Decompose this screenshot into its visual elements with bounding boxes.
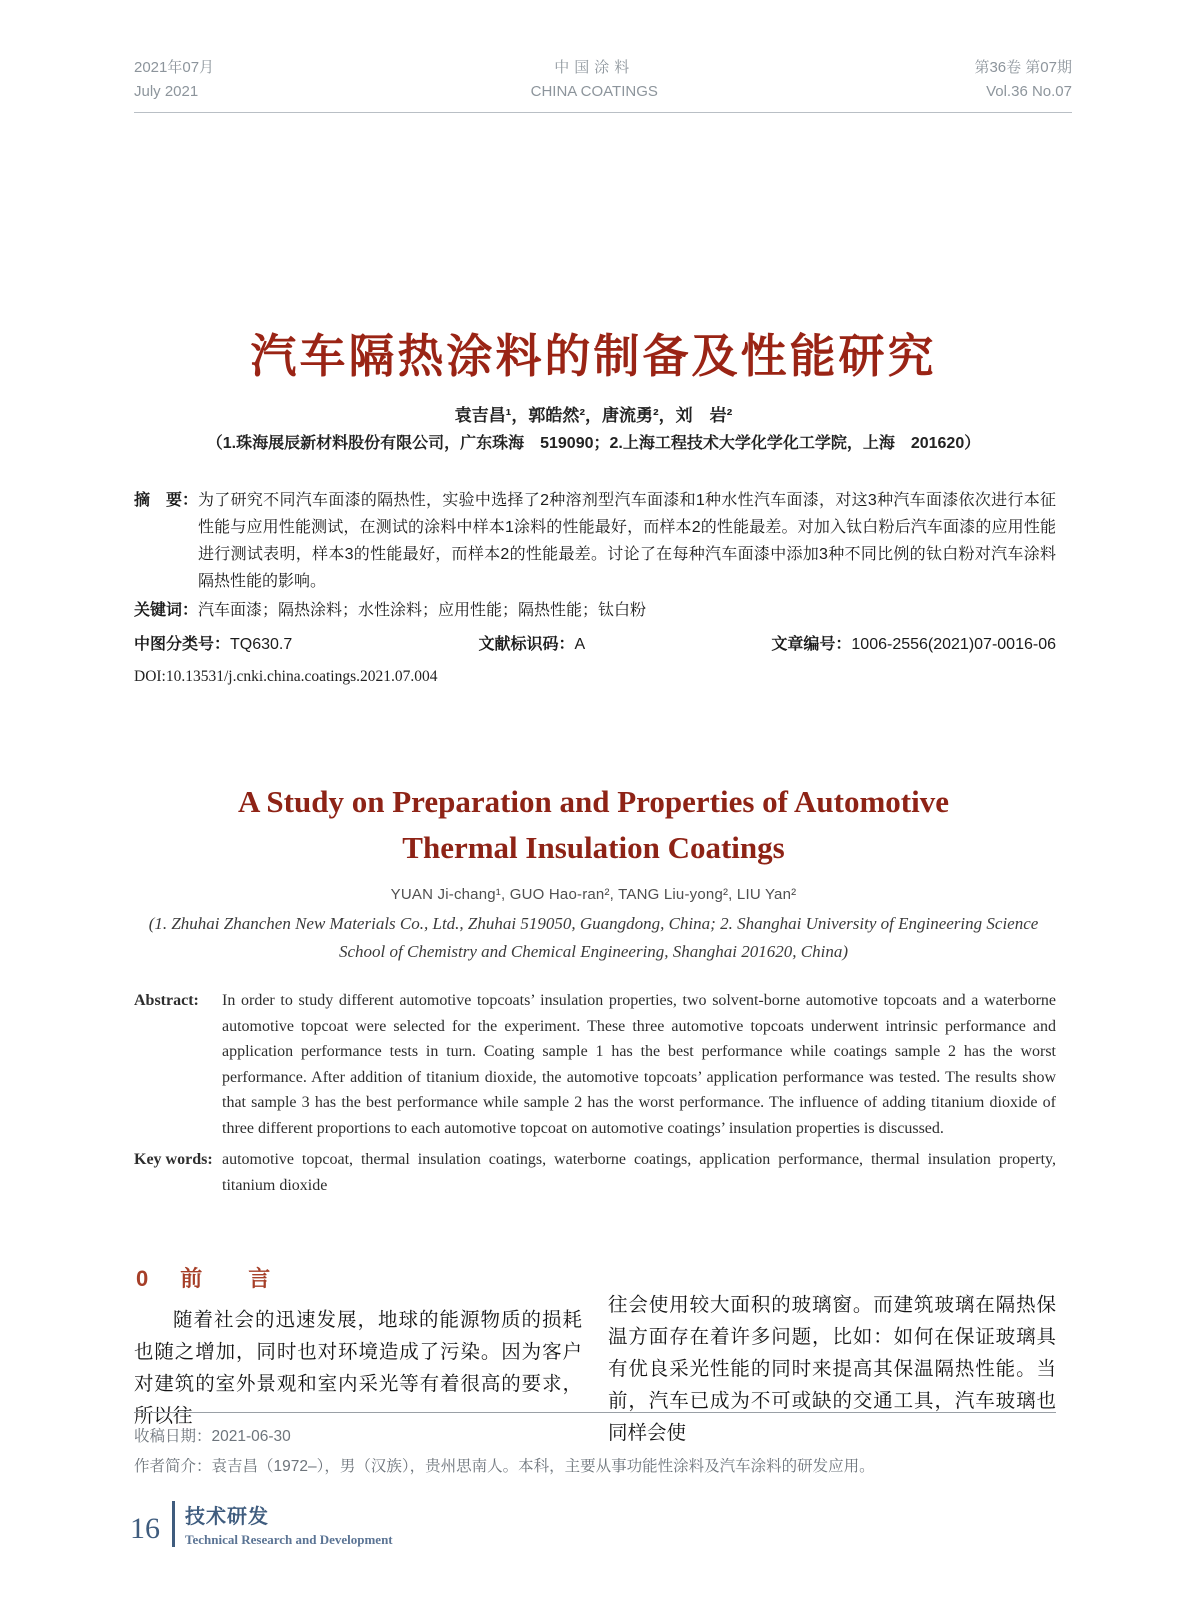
affiliation-en-line1: (1. Zhuhai Zhanchen New Materials Co., Ltd., Zhuhai 519050, Guangdong, China; 2. Shanghai University of Engineering Science	[148, 914, 1039, 933]
authors-cn: 袁吉昌¹，郭皓然²，唐流勇²，刘 岩²	[454, 406, 733, 425]
received-date-note	[134, 1424, 1056, 1446]
received-label: 收稿日期：	[134, 1428, 212, 1445]
title-en-line2: Thermal Insulation Coatings	[402, 830, 785, 865]
abstract-text-cn: 为了研究不同汽车面漆的隔热性，实验中选择了2种溶剂型汽车面漆和1种水性汽车面漆，对这3种汽车面漆依次进行本征性能与应用性能测试，在测试的涂料中样本1涂料的性能最好，而样本2的性能最差。对加入钛白粉后汽车面漆的应用性能进行测试表明，样本3的性能最好，而样本2的性能最差。讨论了在每种汽车面漆中添加3种不同比例的钛白粉对汽车涂料隔热性能的影响。	[198, 492, 1056, 590]
doi: DOI:10.13531/j.cnki.china.coatings.2021.07.004	[134, 668, 438, 685]
keywords-cn	[134, 597, 1056, 624]
running-head-date	[134, 56, 214, 104]
introduction-section	[134, 1262, 1056, 1450]
intro-paragraph-left: 随着社会的迅速发展，地球的能源物质的损耗也随之增加，同时也对环境造成了污染。因为客户对建筑的室外景观和室内采光等有着很高的要求，所以往	[134, 1310, 582, 1427]
journal-name-en: CHINA COATINGS	[530, 83, 658, 100]
title-en-line1: A Study on Preparation and Properties of Automotive	[237, 784, 949, 819]
abstract-text-en: In order to study different automotive topcoats’ insulation properties, two solvent-borne automotive topcoats and a waterborne automotive topcoat were selected for the experiment. These three automotive topcoats underwent intrinsic performance and application performance tests in turn. Coating sample 1 has the best performance while coatings sample 2 has the worst performance. After addition of titanium dioxide, the automotive topcoats’ application performance was tested. The results show that sample 3 has the best performance while sample 2 has the worst performance. The influence of adding titanium dioxide of three different proportions to each automotive topcoat on automotive coatings’ insulation properties is discussed.	[222, 992, 1056, 1137]
intro-column-left	[134, 1262, 582, 1450]
section-heading	[136, 1262, 582, 1293]
journal-name-cn: 中国涂料	[554, 59, 635, 76]
date-cn: 2021年07月	[134, 59, 215, 76]
keywords-label-cn: 关键词：	[134, 602, 199, 619]
issue-cn: 第36卷 第07期	[974, 59, 1072, 76]
article-no-label: 文章编号：	[771, 636, 852, 653]
english-abstract-block	[134, 988, 1056, 1198]
affiliation-cn: （1.珠海展辰新材料股份有限公司，广东珠海 519090；2.上海工程技术大学化学化工学院，上海 201620）	[206, 435, 981, 452]
clc-label: 中图分类号：	[134, 636, 231, 653]
authors-en: YUAN Ji-chang¹, GUO Hao-ran², TANG Liu-yong², LIU Yan²	[390, 886, 797, 903]
doc-code-label: 文献标识码：	[478, 636, 575, 653]
article-title-en	[0, 779, 1187, 871]
section-number: 0	[136, 1266, 149, 1291]
abstract-label-en: Abstract:	[134, 992, 199, 1009]
date-en: July 2021	[134, 83, 199, 100]
keywords-en	[134, 1147, 1056, 1198]
keywords-label-en: Key words:	[134, 1151, 213, 1168]
footer-divider-bar	[172, 1501, 175, 1547]
chinese-front-matter	[134, 487, 1056, 690]
author-bio-note	[134, 1454, 1056, 1476]
abstract-en	[134, 988, 1056, 1141]
running-head	[134, 56, 1072, 113]
footer-page-tag	[130, 1500, 393, 1548]
intro-paragraph-right: 往会使用较大面积的玻璃窗。而建筑玻璃在隔热保温方面存在着许多问题，比如：如何在保证玻璃具有优良采光性能的同时来提高其保温隔热性能。当前，汽车已成为不可或缺的交通工具，汽车玻璃也同样会使	[608, 1295, 1056, 1444]
running-head-issue	[974, 56, 1072, 104]
clc-item	[134, 631, 292, 658]
bio-value: 袁吉昌（1972–），男（汉族），贵州思南人。本科，主要从事功能性涂料及汽车涂料的研发应用。	[211, 1458, 875, 1475]
section-title: 前 言	[180, 1266, 283, 1291]
footnote-divider	[134, 1412, 1056, 1413]
abstract-label-cn: 摘 要：	[134, 492, 199, 509]
footer-column-name	[185, 1500, 393, 1548]
classification-row	[134, 631, 1056, 658]
doc-code-item	[478, 631, 585, 658]
doc-code-value: A	[574, 636, 586, 653]
english-front-matter	[0, 779, 1187, 966]
abstract-cn	[134, 487, 1056, 595]
keywords-text-en: automotive topcoat, thermal insulation coatings, waterborne coatings, application performance, thermal insulation property, titanium dioxide	[222, 1151, 1056, 1194]
affiliation-en	[0, 910, 1187, 966]
clc-value: TQ630.7	[230, 636, 293, 653]
page-number: 16	[130, 1512, 160, 1545]
intro-column-right	[608, 1262, 1056, 1450]
footer-column-en: Technical Research and Development	[185, 1532, 393, 1547]
article-title-cn: 汽车隔热涂料的制备及性能研究	[250, 330, 937, 382]
issue-en: Vol.36 No.07	[986, 83, 1072, 100]
running-head-journal	[531, 56, 658, 104]
article-no-value: 1006-2556(2021)07-0016-06	[851, 636, 1056, 653]
bio-label: 作者简介：	[134, 1458, 212, 1475]
received-value: 2021-06-30	[211, 1428, 291, 1445]
footer-column-cn: 技术研发	[185, 1506, 269, 1528]
affiliation-en-line2: School of Chemistry and Chemical Engineering, Shanghai 201620, China)	[338, 942, 848, 961]
keywords-text-cn: 汽车面漆；隔热涂料；水性涂料；应用性能；隔热性能；钛白粉	[198, 602, 647, 619]
article-no-item	[771, 631, 1056, 658]
